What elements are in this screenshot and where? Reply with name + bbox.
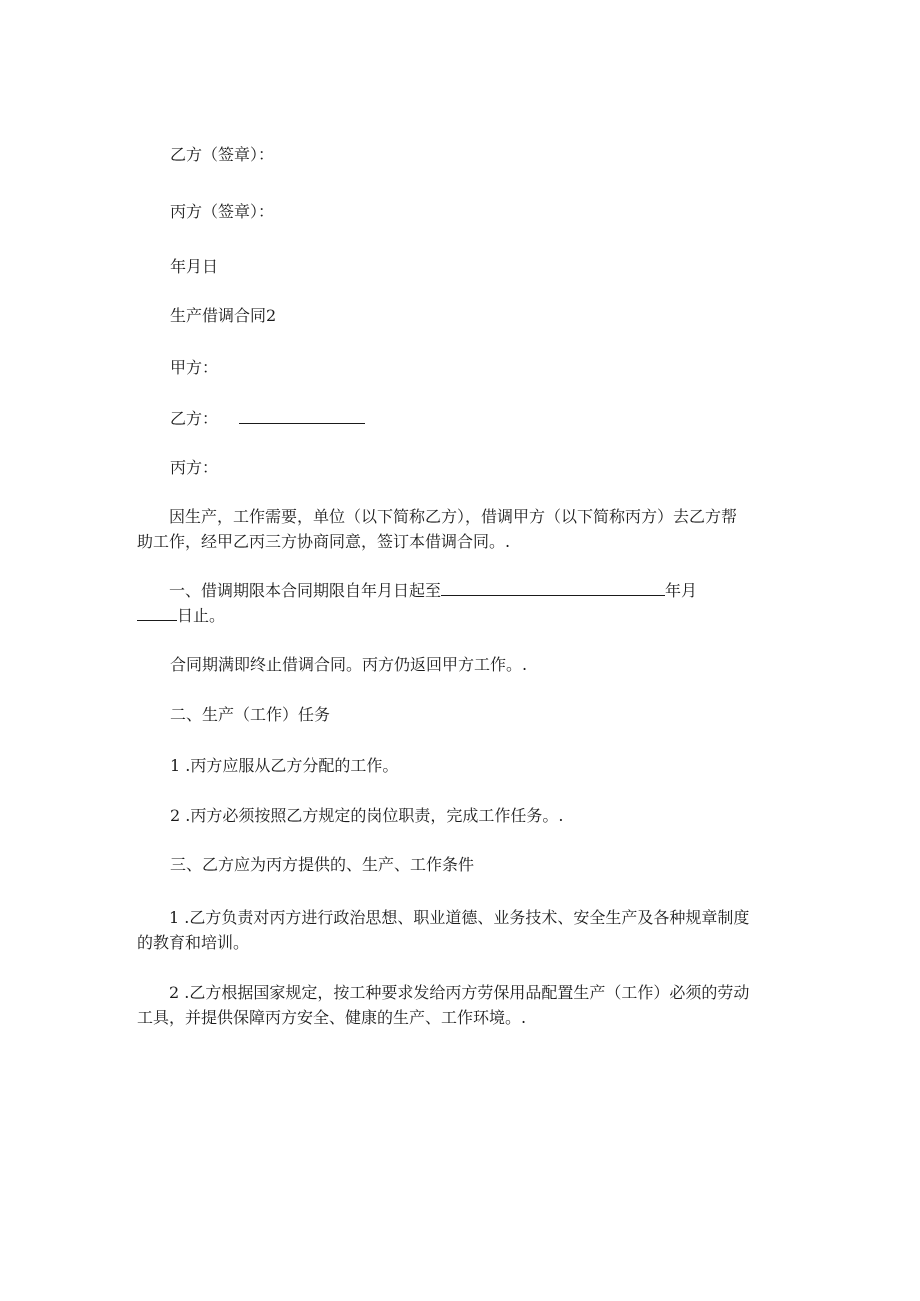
section3-item-1-line-1: 1 .乙方负责对丙方进行政治思想、职业道德、业务技术、安全生产及各种规章制度: [169, 908, 750, 927]
intro-paragraph: [137, 504, 797, 554]
bingfang-signature-line: 丙方（签章）：: [170, 202, 275, 221]
yifang-label: 乙方：: [170, 409, 219, 428]
date-line: 年月日: [170, 257, 219, 276]
section2-item-2: 2 .丙方必须按照乙方规定的岗位职责，完成工作任务。.: [170, 806, 564, 825]
yifang-blank: [239, 409, 365, 424]
section3-item-2-line-2: 工具，并提供保障丙方安全、健康的生产、工作环境。.: [137, 1008, 527, 1027]
section3-item-1-line-2: 的教育和培训。: [137, 933, 250, 952]
yifang-signature-line: 乙方（签章）：: [170, 145, 275, 164]
section1-line-2: [137, 603, 797, 628]
section1-end-line: 合同期满即终止借调合同。丙方仍返回甲方工作。.: [170, 655, 528, 674]
intro-line-1: 因生产，工作需要，单位（以下简称乙方），借调甲方（以下简称丙方）去乙方帮: [169, 507, 738, 526]
section3-item-2: [137, 980, 797, 1030]
section1-blank-day: [137, 606, 177, 621]
jiafang-line: 甲方：: [170, 358, 219, 377]
section1-line-1: [137, 578, 797, 603]
section1-text-a: 一、借调期限本合同期限自年月日起至: [169, 581, 442, 600]
section2-item-1: 1 .丙方应服从乙方分配的工作。: [170, 756, 399, 775]
section3-title: 三、乙方应为丙方提供的、生产、工作条件: [170, 855, 475, 874]
section1-blank-end-date: [441, 581, 665, 596]
section3-item-1: [137, 905, 797, 955]
contract-title: 生产借调合同2: [170, 306, 277, 325]
section1-paragraph: [137, 578, 797, 628]
section3-item-2-line-1: 2 .乙方根据国家规定，按工种要求发给丙方劳保用品配置生产（工作）必须的劳动: [169, 983, 750, 1002]
section1-text-b: 年月: [665, 581, 698, 600]
section1-text-c: 日止。: [177, 606, 226, 625]
yifang-line: [170, 409, 365, 429]
bingfang-line: 丙方：: [170, 458, 219, 477]
intro-line-2: 助工作，经甲乙丙三方协商同意，签订本借调合同。.: [137, 532, 511, 551]
section2-title: 二、生产（工作）任务: [170, 705, 331, 724]
